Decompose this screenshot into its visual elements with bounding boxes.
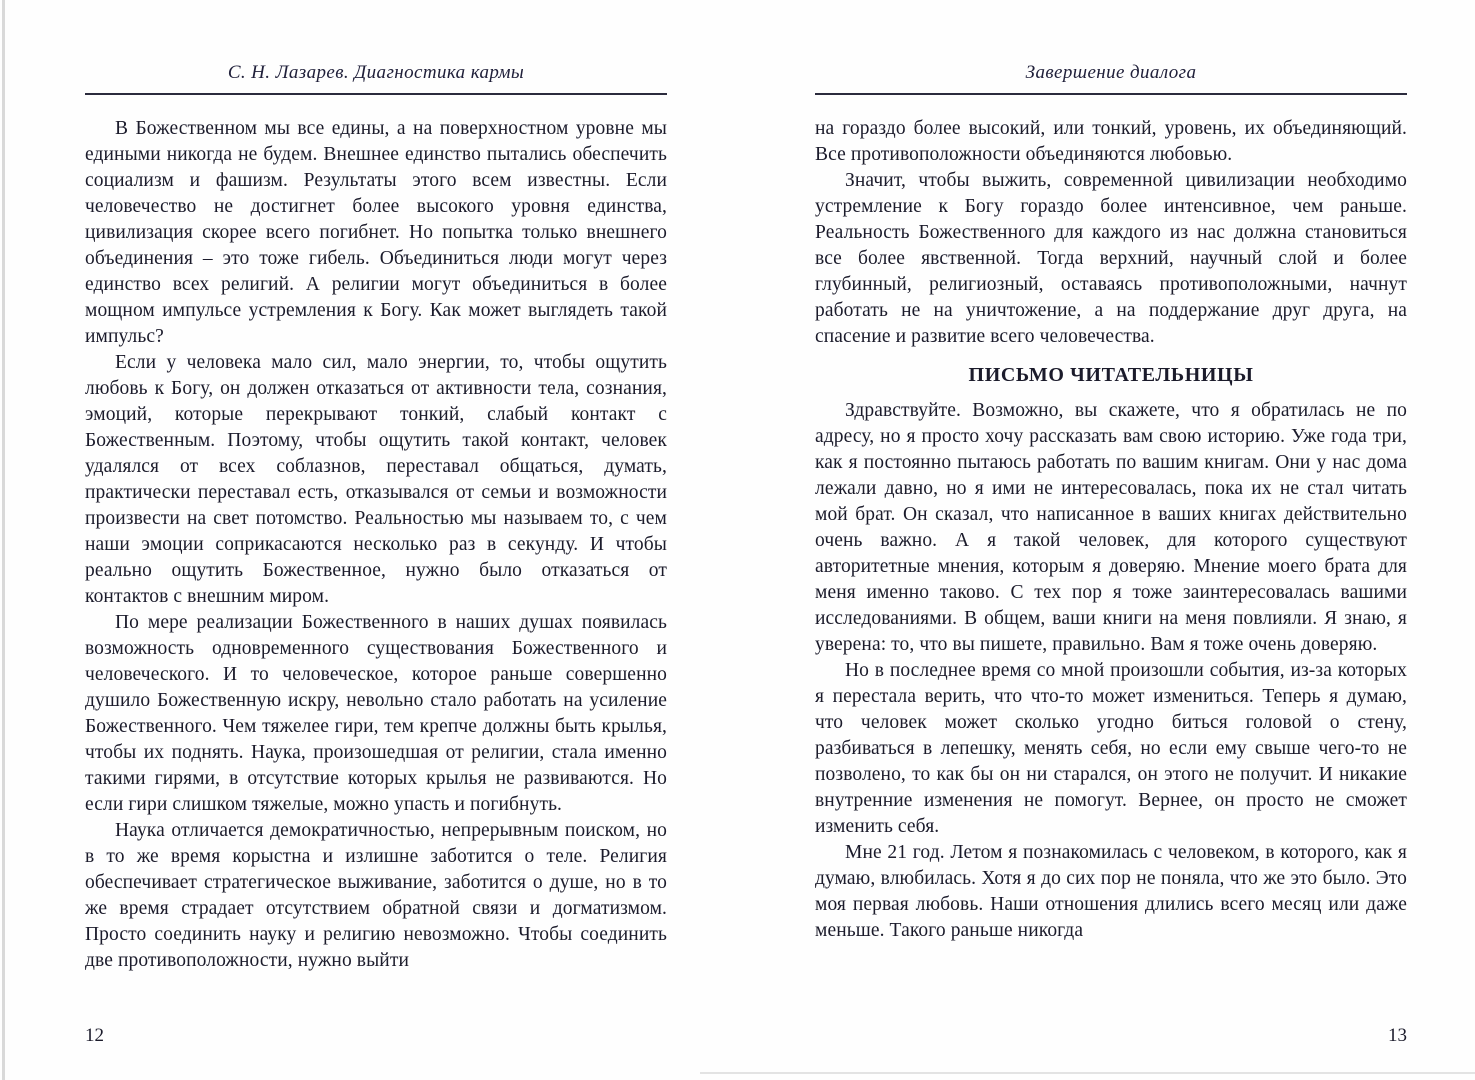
paragraph: В Божественном мы все едины, а на поверхностном уровне мы едиными никогда не будем. Внешнее единство пытались обеспечить социализм и фашизм. Результаты этого всем известны. Если человечество не достигнет более высокого уровня единства, цивилизация скорее всего погибнет. Но попытка только внешнего объединения – это тоже гибель. Объединиться люди могут через единство всех религий. А религии могут объединиться в более мощном импульсе устремления к Богу. Как может выглядеть такой импульс? — [85, 118, 667, 347]
paragraph-continuation: на гораздо более высокий, или тонкий, уровень, их объединяющий. Все противоположности объединяются любовью. — [815, 118, 1407, 165]
right-running-header: Завершение диалога — [815, 62, 1407, 95]
paragraph: Значит, чтобы выжить, современной цивилизации необходимо устремление к Богу гораздо более интенсивное, чем раньше. Реальность Божественного для каждого из нас должна становиться все более явственной. Тогда верхний, научный слой и более глубинный, религиозный, оставаясь противоположными, начнут работать не на уничтожение, а на поддержание друг друга, на спасение и развитие всего человечества. — [815, 170, 1407, 347]
paragraph: Здравствуйте. Возможно, вы скажете, что я обратилась не по адресу, но я просто хочу рассказать вам свою историю. Уже года три, как я постоянно пытаюсь работать по вашим книгам. Они у нас дома лежали давно, но я ими не интересовалась, пока их не стал читать мой брат. Он сказал, что написанное в ваших книгах действительно очень важно. А я такой человек, для которого существуют авторитетные мнения, которым я доверяю. Мнение моего брата для меня именно таково. С тех пор я тоже заинтересовалась вашими исследованиями. В общем, ваши книги на меня повлияли. Я знаю, я уверена: то, что вы пишете, правильно. Вам я тоже очень доверяю. — [815, 400, 1407, 655]
right-page-number: 13 — [1388, 1025, 1407, 1046]
right-page — [815, 62, 1407, 1047]
paragraph: По мере реализации Божественного в наших душах появилась возможность одновременного существования Божественного и человеческого. И то человеческое, которое раньше совершенно душило Божественную искру, невольно стало работать на усиление Божественного. Чем тяжелее гири, тем крепче должны быть крылья, чтобы их поднять. Наука, произошедшая от религии, стала именно такими гирями, в отсутствие которых крылья не развиваются. Но если гири слишком тяжелые, можно упасть и погибнуть. — [85, 612, 667, 815]
section-heading: ПИСЬМО ЧИТАТЕЛЬНИЦЫ — [968, 364, 1254, 386]
right-page-body — [815, 116, 1407, 944]
left-page-body — [85, 116, 667, 974]
left-page-number: 12 — [85, 1025, 104, 1046]
paragraph: Наука отличается демократичностью, непрерывным поиском, но в то же время корыстна и излишне заботится о теле. Религия обеспечивает стратегическое выживание, заботится о душе, но в то же время страдает отсутствием обратной связи и догматизмом. Просто соединить науку и религию невозможно. Чтобы соединить две противоположности, нужно выйти — [85, 820, 667, 971]
scan-edge-bottom — [700, 1072, 1475, 1074]
paragraph: Мне 21 год. Летом я познакомилась с человеком, в которого, как я думаю, влюбилась. Хотя я до сих пор не поняла, что же это было. Это моя первая любовь. Наши отношения длились всего месяц или даже меньше. Такого раньше никогда — [815, 842, 1407, 941]
scan-edge-left — [2, 0, 5, 1080]
paragraph: Но в последнее время со мной произошли события, из-за которых я перестала верить, что что-то может измениться. Теперь я думаю, что человек может сколько угодно биться головой о стену, разбиваться в лепешку, менять себя, но если ему свыше чего-то не позволено, то как бы он ни старался, он этого не получит. И никакие внутренние изменения не помогут. Вернее, он просто не сможет изменить себя. — [815, 660, 1407, 837]
left-running-header: С. Н. Лазарев. Диагностика кармы — [85, 62, 667, 95]
paragraph: Если у человека мало сил, мало энергии, то, чтобы ощутить любовь к Богу, он должен отказаться от активности тела, сознания, эмоций, которые перекрывают тонкий, слабый контакт с Божественным. Поэтому, чтобы ощутить такой контакт, человек удалялся от всех соблазнов, переставал общаться, думать, практически переставал есть, отказывался от семьи и возможности произвести на свет потомство. Реальностью мы называем то, с чем наши эмоции соприкасаются несколько раз в секунду. И чтобы реально ощутить Божественное, нужно было отказаться от контактов с внешним миром. — [85, 352, 667, 607]
left-page — [85, 62, 667, 1047]
